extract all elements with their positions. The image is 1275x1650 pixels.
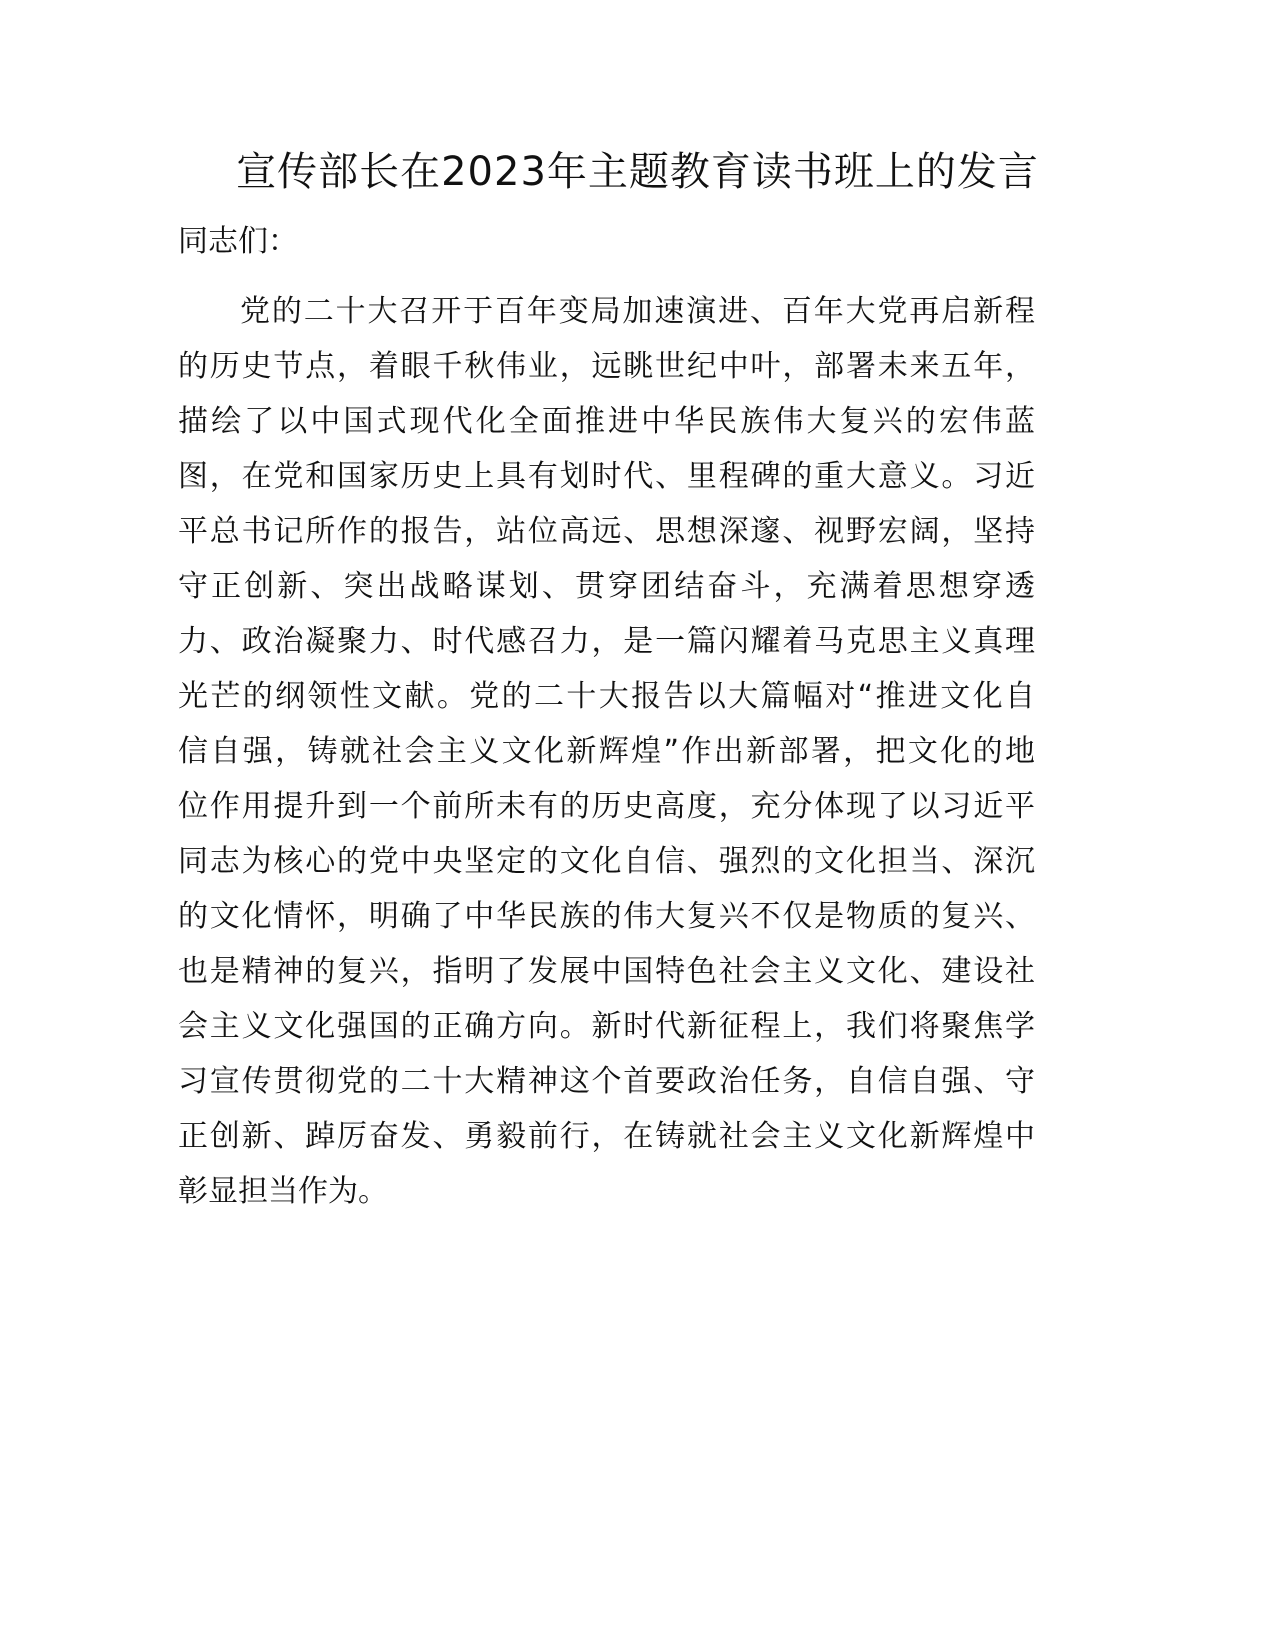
paragraph-line: 光芒的纲领性文献。党的二十大报告以大篇幅对“推进文化自 xyxy=(178,679,1035,714)
paragraph-line: 的历史节点，着眼千秋伟业，远眺世纪中叶，部署未来五年， xyxy=(178,349,1035,384)
paragraph-line: 力、政治凝聚力、时代感召力，是一篇闪耀着马克思主义真理 xyxy=(178,624,1035,659)
paragraph-line: 位作用提升到一个前所未有的历史高度，充分体现了以习近平 xyxy=(178,789,1035,824)
paragraph-line: 正创新、踔厉奋发、勇毅前行，在铸就社会主义文化新辉煌中 xyxy=(178,1119,1035,1154)
body-paragraph xyxy=(178,292,1035,1227)
paragraph-line: 图，在党和国家历史上具有划时代、里程碑的重大意义。习近 xyxy=(178,459,1035,494)
document-title: 宣传部长在2023年主题教育读书班上的发言 xyxy=(236,149,1039,195)
salutation: 同志们： xyxy=(178,224,298,259)
paragraph-line: 同志为核心的党中央坚定的文化自信、强烈的文化担当、深沉 xyxy=(178,844,1035,879)
paragraph-line: 信自强，铸就社会主义文化新辉煌”作出新部署，把文化的地 xyxy=(178,734,1035,769)
paragraph-line: 的文化情怀，明确了中华民族的伟大复兴不仅是物质的复兴、 xyxy=(178,899,1035,934)
paragraph-line: 描绘了以中国式现代化全面推进中华民族伟大复兴的宏伟蓝 xyxy=(178,404,1035,439)
paragraph-line: 也是精神的复兴，指明了发展中国特色社会主义文化、建设社 xyxy=(178,954,1035,989)
paragraph-line: 彰显担当作为。 xyxy=(178,1174,388,1209)
paragraph-line: 会主义文化强国的正确方向。新时代新征程上，我们将聚焦学 xyxy=(178,1009,1035,1044)
paragraph-line: 党的二十大召开于百年变局加速演进、百年大党再启新程 xyxy=(240,294,1035,329)
paragraph-line: 平总书记所作的报告，站位高远、思想深邃、视野宏阔，坚持 xyxy=(178,514,1035,549)
paragraph-line: 守正创新、突出战略谋划、贯穿团结奋斗，充满着思想穿透 xyxy=(178,569,1035,604)
paragraph-line: 习宣传贯彻党的二十大精神这个首要政治任务，自信自强、守 xyxy=(178,1064,1035,1099)
